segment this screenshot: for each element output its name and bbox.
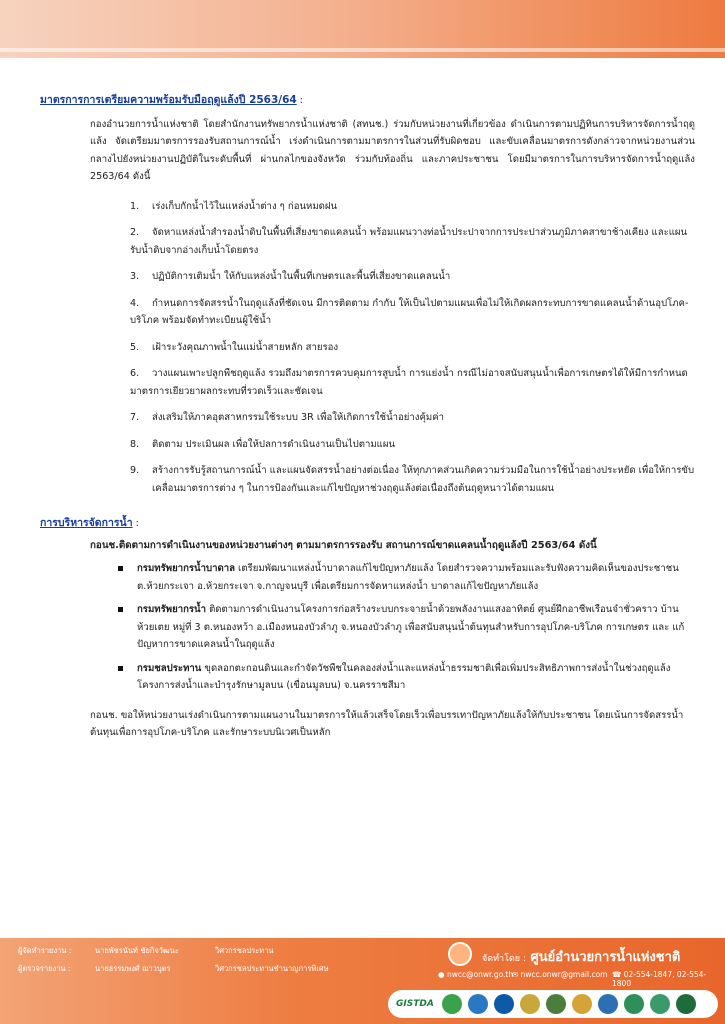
list-item: 3. ปฏิบัติการเติมน้ำ ให้กับแหล่งน้ำในพื้นที่เกษตรและพื้นที่เสี่ยงขาดแคลนน้ำ xyxy=(130,271,451,282)
section1-heading: มาตรการการเตรียมความพร้อมรับมือฤดูแล้งปี 2563/64 : xyxy=(40,94,304,106)
list-item: กรมชลประทาน ขุดลอกตะกอนดินและกำจัดวัชพืชในคลองส่งน้ำและแหล่งน้ำธรรมชาติเพื่อเพิ่มประสิทธิภาพการส่งน้ำในช่วงฤดูแล้ง โครงการส่งน้ำและบำรุงรักษามูลบน (เขื่อนมูลบน) จ.นครราชสีมา xyxy=(118,660,695,695)
list-item: 7. ส่งเสริมให้ภาคอุตสาหกรรมใช้ระบบ 3R เพื่อให้เกิดการใช้น้ำอย่างคุ้มค่า xyxy=(130,412,445,423)
dept-logo-icon xyxy=(494,994,514,1014)
section2-heading: การบริหารจัดการน้ำ : xyxy=(40,517,139,529)
list-item: 5. เฝ้าระวังคุณภาพน้ำในแม่น้ำสายหลัก สายรอง xyxy=(130,341,339,353)
bullet-square-icon xyxy=(118,607,123,612)
gistda-logo: GISTDA xyxy=(396,999,434,1009)
agency-bullets xyxy=(118,560,695,695)
list-item: 6. วางแผนเพาะปลูกพืชฤดูแล้ง รวมถึงมาตรการควบคุมการสูบน้ำ การแย่งน้ำ กรณีไม่อาจสนับสนุนน้ำเพื่อการเกษตรได้ให้มีการกำหนดมาตรการเยียวยาผลกระทบที่รวดเร็วและชัดเจน xyxy=(130,368,688,397)
header-stripe xyxy=(0,48,725,52)
list-item: 8. ติดตาม ประเมินผล เพื่อให้ปลการดำเนินงานเป็นไปตามแผน xyxy=(130,438,396,450)
agency-name: ศูนย์อำนวยการน้ำแห่งชาติ xyxy=(530,950,681,965)
reviewed-label: ผู้ตรวจรายงาน : xyxy=(18,964,71,973)
list-item: กรมทรัพยากรน้ำ ติดตามการดำเนินงานโครงการก่อสร้างระบบกระจายน้ำด้วยพลังงานแสงอาทิตย์ ศูนย์ฝึกอาชีพเรือนจำชั่วคราว บ้านห้วยเตย หมู่ที่ 3 ต.หนองหว้า อ.เมืองหนองบัวลำภู จ.หนองบัวลำภู เพื่อสนับสนุนน้ำต้นทุนสำหรับการอุปโภค-บริโภค การเกษตร และ แก้ปัญหาการขาดแคลนน้ำในฤดูแล้ง xyxy=(118,601,695,654)
list-item: กรมทรัพยากรน้ำบาดาล เตรียมพัฒนาแหล่งน้ำบาดาลแก้ไขปัญหาภัยแล้ง โดยสำรวจความพร้อมและรับฟังความคิดเห็นของประชาชน ต.ห้วยกระเจา อ.ห้วยกระเจา จ.กาญจนบุรี เพื่อเตรียมการจัดหาแหล่งน้ำ บาดาลแก้ไขปัญหาภัยแล้ง xyxy=(118,560,695,595)
section1-title: มาตรการการเตรียมความพร้อมรับมือฤดูแล้งปี 2563/64 xyxy=(40,94,297,106)
phone: ☎ 02-554-1847, 02-554-1800 xyxy=(612,970,707,988)
list-item: 9. สร้างการรับรู้สถานการณ์น้ำ และแผนจัดสรรน้ำอย่างต่อเนื่อง ให้ทุกภาคส่วนเกิดความร่วมมือในการใช้น้ำอย่างประหยัด เพื่อให้การขับเคลื่อนมาตรการต่าง ๆ ในการป้องกันและแก้ไขปัญหาช่วงฤดูแล้งต่อเนื่องถึงต้นฤดูหนาวได้ตามแผน xyxy=(130,465,695,494)
list-item: 1. เร่งเก็บกักน้ำไว้ในแหล่งน้ำต่าง ๆ ก่อนหมดฝน xyxy=(130,200,338,212)
leaf-logo-icon xyxy=(442,994,462,1014)
section1-intro: กองอำนวยการน้ำแห่งชาติ โดยสำนักงานทรัพยากรน้ำแห่งชาติ (สทนช.) ร่วมกับหน่วยงานที่เกี่ยวข้อง ดำเนินการตามปฏิทินการบริหารจัดการน้ำฤดูแล้ง จัดเตรียมมาตรการรองรับสถานการณ์น้ำ เร่งดำเนินการตามมาตรการในส่วนที่รับผิดชอบ และขับเคลื่อนมาตรการดังกล่าวจากหน่วยงานส่วนกลางไปยังหน่วยงานปฏิบัติในระดับพื้นที่ ผ่านกลไกของจังหวัด ร่วมกับท้องถิ่น และภาคประชาชน โดยมีมาตรการในการบริหารจัดการน้ำฤดูแล้ง 2563/64 ดังนี้ xyxy=(90,118,695,182)
agri-logo-icon xyxy=(546,994,566,1014)
list-item: 4. กำหนดการจัดสรรน้ำในฤดูแล้งที่ชัดเจน มีการติดตาม กำกับ ให้เป็นไปตามแผนเพื่อไม่ให้เกิดผลกระทบการขาดแคลนน้ำด้านอุปโภค-บริโภค พร้อมจัดทำทะเบียนผู้ใช้น้ำ xyxy=(130,297,689,326)
partner-logos xyxy=(388,990,718,1018)
measures-list xyxy=(130,198,695,498)
bullet-square-icon xyxy=(118,666,123,671)
bullet-square-icon xyxy=(118,566,123,571)
header-banner xyxy=(0,0,725,58)
agency-title xyxy=(482,946,680,967)
list-item: 2. จัดหาแหล่งน้ำสำรองน้ำดิบในพื้นที่เสี่ยงขาดแคลนน้ำ พร้อมแผนวางท่อน้ำประปาจากการประปาส่วนภูมิภาคสาขาช้างเคียง และแผนรับน้ำดิบจากอ่างเก็บน้ำโดยตรง xyxy=(130,227,688,256)
email1: ● nwcc@onwr.go.th xyxy=(438,970,514,979)
prepared-name: นายพัชรนันท์ ชัยกิจวัฒนะ xyxy=(95,946,179,955)
env-logo-icon xyxy=(624,994,644,1014)
rid-logo-icon xyxy=(598,994,618,1014)
prepared-org: วิศวกรชลประทาน xyxy=(215,946,274,955)
footer xyxy=(0,938,725,1024)
reviewed-name: นายธรรมพงศ์ ฌาวบุตร xyxy=(95,964,171,973)
royal-logo-icon xyxy=(572,994,592,1014)
section2-title: การบริหารจัดการน้ำ xyxy=(40,517,133,529)
ministry-logo-icon xyxy=(676,994,696,1014)
water-logo-icon xyxy=(468,994,488,1014)
email2: ✉ nwcc.onwr@gmail.com xyxy=(512,970,608,979)
reviewed-org: วิศวกรชลประทานชำนาญการพิเศษ xyxy=(215,964,329,973)
by-label: จัดทำโดย : xyxy=(482,954,526,964)
water-drop-logo-icon xyxy=(448,942,472,966)
prepared-label: ผู้จัดทำรายงาน : xyxy=(18,946,72,955)
forest-logo-icon xyxy=(650,994,670,1014)
section2-subheading: กอนช.ติดตามการดำเนินงานของหน่วยงานต่างๆ ตามมาตรการรองรับ สถานการณ์ขาดแคลนน้ำฤดูแล้งปี 2563/64 ดังนี้ xyxy=(90,539,597,551)
emblem-logo-icon xyxy=(520,994,540,1014)
closing-paragraph: กอนช. ขอให้หน่วยงานเร่งดำเนินการตามแผนงานในมาตรการให้แล้วเสร็จโดยเร็วเพื่อบรรเทาปัญหาภัยแล้งให้กับประชาชน โดยเน้นการจัดสรรน้ำต้นทุนเพื่อการอุปโภค-บริโภค และรักษาระบบนิเวศเป็นหลัก xyxy=(90,709,684,738)
report-body xyxy=(40,92,695,742)
